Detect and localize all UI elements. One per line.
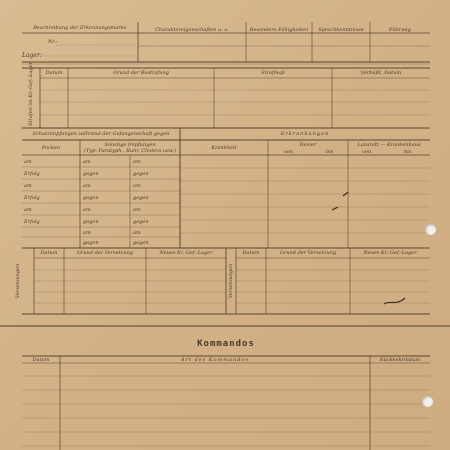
label-fuehrung: Führung — [389, 27, 411, 33]
label-versetzungen-side-left: Versetzungen — [15, 263, 21, 299]
label-revier: Revier — [299, 142, 317, 148]
impf-cell: am — [24, 207, 32, 213]
impf-cell: am — [83, 230, 91, 236]
label-strafen-verbuesst: Verbüßt, Datum — [360, 70, 402, 76]
label-vers-neues-right: Neues Kr.-Gef.-Lager — [363, 250, 417, 256]
impf-cell: am — [24, 159, 32, 165]
label-lazarett-von: von — [362, 149, 372, 155]
label-kommandos-rueck: Rückkehrdatum — [379, 357, 421, 363]
label-pocken: Pocken — [41, 145, 61, 151]
impf-cell: am — [133, 207, 141, 213]
impf-cell: Erfolg — [24, 195, 40, 201]
label-strafen-grund: Grund der Bestrafung — [113, 70, 169, 76]
impf-cell: gegen — [83, 171, 99, 177]
label-lazarett-bis: bis — [404, 149, 412, 155]
impf-cell: am — [83, 183, 91, 189]
impf-cell: am — [83, 159, 91, 165]
label-impfungen-title: Schutzimpfungen während der Gefangenschaft gegen — [32, 131, 170, 137]
label-revier-von: von — [284, 149, 294, 155]
label-nr: Nr.: — [48, 39, 58, 45]
label-lager: Lager: — [22, 52, 42, 59]
label-kommandos-datum: Datum — [32, 357, 50, 363]
punch-hole-bottom — [422, 396, 433, 407]
impf-cell: am — [133, 230, 141, 236]
impf-cell: gegen — [133, 195, 149, 201]
label-sprachkenntnisse: Sprachkenntnisse — [318, 27, 364, 33]
impf-cell: Erfolg — [24, 171, 40, 177]
label-faehigkeiten: Besondere Fähigkeiten — [249, 27, 309, 33]
impf-cell: am — [133, 183, 141, 189]
label-krankheit: Krankheit — [211, 145, 237, 151]
label-vers-neues-left: Neues Kr.-Gef.-Lager — [159, 250, 213, 256]
label-charakter: Charaktereigenschaften u. a. — [155, 27, 229, 33]
kommandos-title: Kommandos — [197, 339, 255, 349]
impf-cell: Erfolg — [24, 219, 40, 225]
label-revier-bis: bis — [326, 149, 334, 155]
label-strafen-side: Strafen im Kr.-Gef.-Lager — [28, 62, 34, 126]
label-sonstige2: (Typ.-Paratyph., Ruhr, Cholera usw.) — [84, 148, 176, 154]
label-versetzungen-side-right: Versetzungen — [228, 263, 234, 299]
label-vers-grund-left: Grund der Versetzung — [76, 250, 134, 256]
impf-cell: am — [83, 207, 91, 213]
label-kommandos-art: Art des Kommandos — [181, 357, 249, 363]
label-vers-datum-right: Datum — [242, 250, 260, 256]
label-strafen-datum: Datum — [45, 70, 63, 76]
punch-hole-top — [425, 224, 436, 235]
label-vers-datum-left: Datum — [40, 250, 58, 256]
label-strafen-strafmass: Strafmaß — [261, 70, 285, 76]
impf-cell: gegen — [83, 219, 99, 225]
impf-cell: gegen — [133, 219, 149, 225]
impf-cell: gegen — [83, 195, 99, 201]
impf-cell: am — [24, 183, 32, 189]
label-sonstige: Sonstige Impfungen — [104, 142, 156, 148]
label-beschreibung: Beschreibung der Erkennungsmarke — [33, 25, 127, 31]
label-vers-grund-right: Grund der Versetzung — [279, 250, 337, 256]
impf-cell: am — [133, 159, 141, 165]
impf-cell: gegen — [83, 240, 99, 246]
impf-cell: gegen — [133, 240, 149, 246]
label-erkrankungen-title: Erkrankungen — [280, 131, 330, 137]
impf-cell: gegen — [133, 171, 149, 177]
label-lazarett: Lazarett — Krankenhaus — [357, 142, 421, 148]
